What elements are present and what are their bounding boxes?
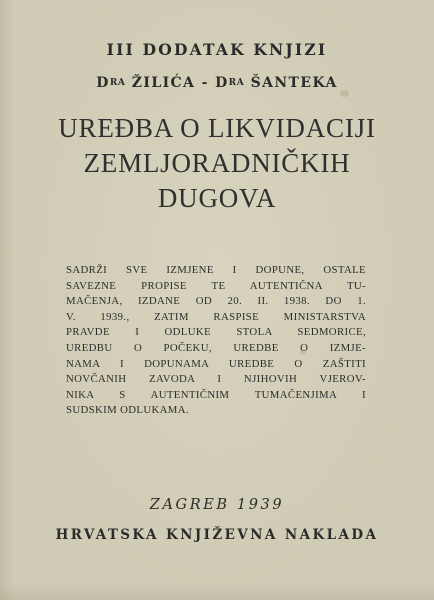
book-title-line-2: ZEMLJORADNIČKIH	[83, 148, 351, 178]
description-line: MAČENJA, IZDANE OD 20. II. 1938. DO 1.	[66, 295, 366, 308]
description-line: UREDBU O POČEKU, UREDBE O IZMJE-	[66, 341, 366, 354]
description-line: V. 1939., ZATIM RASPISE MINISTARSTVA	[66, 310, 366, 323]
author1-prefix: D	[96, 75, 110, 91]
author1-name: ŽILIĆA -	[125, 75, 216, 91]
description-line: PRAVDE I ODLUKE STOLA SEDMORICE,	[66, 326, 366, 339]
book-title-line-3: DUGOVA	[157, 183, 277, 213]
paper-stain	[340, 90, 349, 97]
authors-line	[0, 75, 434, 91]
author2-abbrev: RA	[228, 78, 245, 88]
author2-prefix: D	[215, 75, 229, 91]
description-line: NIKA S AUTENTIČNIM TUMAČENJIMA I	[66, 388, 366, 401]
author2-name: ŠANTEKA	[244, 75, 338, 91]
description-block	[66, 263, 366, 419]
description-line: SUDSKIM ODLUKAMA.	[66, 404, 189, 417]
book-title-line-1: UREĐBA O LIKVIDACIJI	[58, 113, 376, 143]
description-line: SAVEZNE PROPISE TE AUTENTIČNA TU-	[66, 279, 366, 292]
description-line: SADRŽI SVE IZMJENE I DOPUNE, OSTALE	[66, 264, 366, 276]
author1-abbrev: RA	[109, 78, 126, 88]
series-title: III DODATAK KNJIZI	[106, 40, 328, 59]
place-year: ZAGREB 1939	[149, 497, 285, 513]
description-line: NOVČANIH ZAVODA I NJIHOVIH VJEROV-	[66, 373, 366, 386]
description-line: NAMA I DOPUNAMA UREDBE O ZAŠTITI	[66, 357, 366, 370]
publisher: HRVATSKA KNJIŽEVNA NAKLADA	[55, 527, 379, 543]
